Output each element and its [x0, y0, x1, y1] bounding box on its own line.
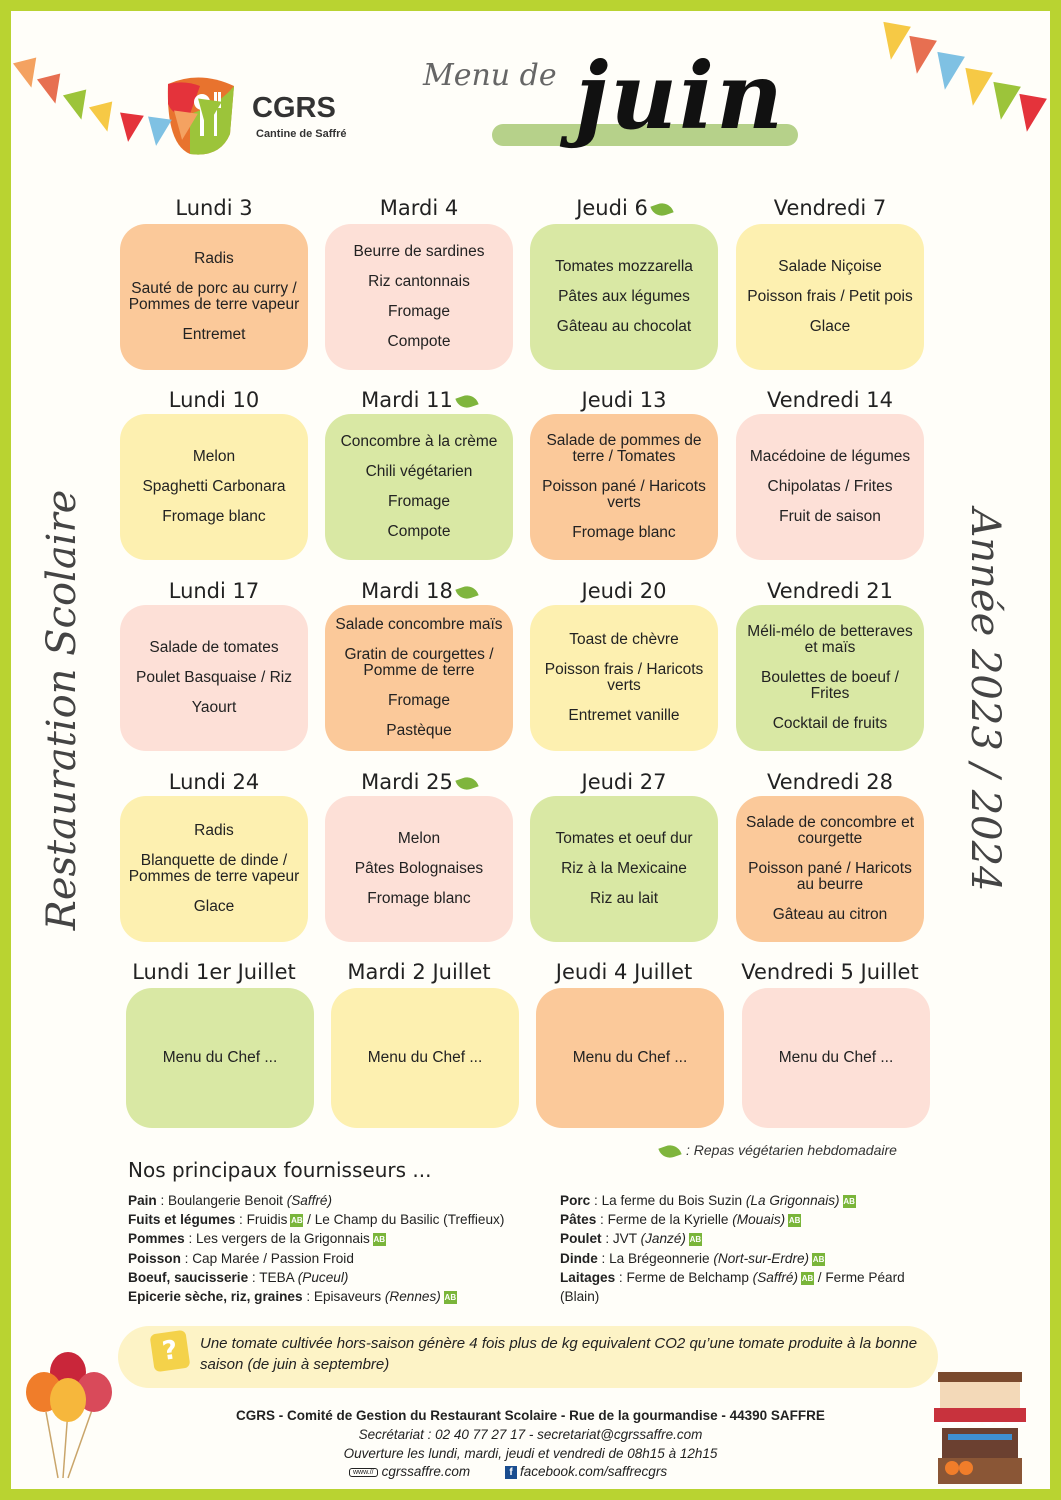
menu-card	[331, 988, 519, 1128]
day-title-text: Jeudi 13	[581, 388, 667, 412]
menu-item: Concombre à la crème	[340, 433, 498, 450]
website-text: cgrssaffre.com	[381, 1464, 471, 1479]
supplier-row	[128, 1229, 548, 1248]
menu-item: Riz cantonnais	[368, 273, 470, 290]
menu-item: Pâtes Bolognaises	[354, 860, 484, 877]
supplier-row	[128, 1268, 548, 1287]
day-title-text: Mardi 4	[379, 196, 459, 220]
day-title	[730, 388, 930, 412]
logo-name: CGRS	[252, 92, 336, 124]
legend-text: : Repas végétarien hebdomadaire	[686, 1142, 897, 1158]
supplier-category: Porc	[560, 1193, 591, 1208]
page-title: juin	[575, 42, 786, 150]
supplier-name: : TEBA	[248, 1269, 298, 1285]
day-title	[114, 388, 314, 412]
supplier-category: Poisson	[128, 1250, 181, 1266]
menu-card	[120, 605, 308, 751]
menu-item: Chipolatas / Frites	[767, 478, 893, 495]
day-title-text: Lundi 17	[168, 579, 260, 603]
menu-item: Blanquette de dinde / Pommes de terre vapeur	[128, 852, 300, 885]
menu-item: Méli-mélo de betteraves et maïs	[747, 623, 913, 656]
supplier-place: (Puceul)	[297, 1269, 349, 1285]
supplier-row	[560, 1249, 940, 1268]
suppliers-right-column	[560, 1191, 940, 1306]
supplier-place: (Mouais)	[732, 1212, 786, 1228]
menu-item: Fromage blanc	[367, 890, 471, 907]
organic-ab-icon: AB	[843, 1196, 855, 1206]
supplier-extra: / Le Champ du Basilic (Treffieux)	[303, 1212, 505, 1228]
website-link[interactable]	[349, 1464, 470, 1479]
supplier-category: Poulet	[560, 1231, 602, 1247]
footer-secretariat: Secrétariat : 02 40 77 27 17 - secretariat@cgrssaffre.com	[358, 1427, 703, 1442]
menu-item: Beurre de sardines	[353, 243, 485, 260]
supplier-category: Pâtes	[560, 1212, 597, 1228]
menu-card	[736, 605, 924, 751]
vegetarian-legend	[660, 1142, 897, 1158]
supplier-place: (Saffré)	[752, 1269, 798, 1285]
supplier-row	[560, 1229, 940, 1248]
menu-item: Poisson pané / Haricots verts	[542, 478, 706, 511]
day-title-text: Jeudi 27	[581, 770, 667, 794]
supplier-place: (Janzé)	[640, 1231, 686, 1247]
title-prefix: Menu de	[423, 58, 557, 93]
day-title-text: Vendredi 28	[767, 770, 893, 794]
menu-item: Entremet	[182, 326, 246, 343]
supplier-place: (Rennes)	[384, 1289, 441, 1305]
day-title	[114, 770, 314, 794]
day-title-text: Mardi 18	[361, 579, 453, 603]
day-title	[114, 579, 314, 603]
day-title	[730, 196, 930, 220]
menu-item: Salade Niçoise	[778, 258, 882, 275]
day-title	[114, 960, 314, 984]
menu-item: Cocktail de fruits	[772, 715, 888, 732]
organic-ab-icon: AB	[444, 1292, 457, 1302]
menu-item: Tomates mozzarella	[555, 258, 693, 275]
day-title-text: Vendredi 5 Juillet	[741, 960, 919, 984]
menu-item: Toast de chèvre	[569, 631, 679, 648]
menu-card	[530, 224, 718, 370]
menu-item: Radis	[194, 250, 234, 267]
supplier-row	[128, 1191, 548, 1210]
supplier-category: Pain	[128, 1193, 157, 1208]
menu-item: Chili végétarien	[365, 463, 473, 480]
menu-item: Boulettes de boeuf / Frites	[761, 669, 899, 702]
menu-item: Riz au lait	[589, 890, 659, 907]
day-title	[524, 770, 724, 794]
organic-ab-icon: AB	[788, 1216, 801, 1226]
question-icon: ?	[150, 1330, 191, 1373]
facebook-icon: f	[505, 1466, 517, 1479]
supplier-category: Fuits et légumes	[128, 1212, 236, 1228]
supplier-name: : Ferme de la Kyrielle	[596, 1212, 733, 1228]
day-title	[524, 960, 724, 984]
menu-item: Poisson frais / Petit pois	[747, 288, 913, 305]
menu-item: Poisson pané / Haricots au beurre	[748, 860, 912, 893]
leaf-icon	[455, 773, 478, 792]
bunting-flag	[194, 98, 222, 129]
organic-ab-icon: AB	[801, 1273, 814, 1283]
day-title-text: Mardi 11	[361, 388, 453, 412]
supplier-name: : Ferme de Belchamp	[615, 1269, 753, 1285]
leaf-icon	[455, 582, 478, 601]
leaf-icon	[650, 199, 673, 218]
leaf-icon	[455, 391, 478, 410]
menu-card	[736, 414, 924, 560]
organic-ab-icon: AB	[291, 1216, 303, 1226]
bunting-flag	[144, 116, 172, 147]
menu-item: Compote	[387, 333, 451, 350]
menu-item: Fromage blanc	[162, 508, 266, 525]
supplier-name: : JVT	[601, 1231, 641, 1247]
www-icon: www.//	[349, 1468, 378, 1477]
side-label-left: Restauration Scolaire	[39, 489, 85, 931]
logo-subtitle: Cantine de Saffré	[256, 128, 347, 140]
supplier-category: Epicerie sèche, riz, graines	[128, 1289, 303, 1305]
day-title-text: Mardi 2 Juillet	[347, 960, 491, 984]
leaf-icon	[658, 1142, 681, 1161]
suppliers-left-column	[128, 1191, 548, 1306]
day-title	[730, 770, 930, 794]
menu-item: Menu du Chef ...	[572, 1049, 688, 1066]
organic-ab-icon: AB	[689, 1235, 702, 1245]
supplier-place: (Nort-sur-Erdre)	[713, 1250, 810, 1266]
menu-item: Yaourt	[191, 699, 237, 716]
facebook-link[interactable]	[505, 1464, 667, 1479]
menu-card	[742, 988, 930, 1128]
menu-card	[120, 224, 308, 370]
menu-item: Salade de pommes de terre / Tomates	[546, 432, 702, 465]
supplier-place: (Saffré)	[286, 1193, 333, 1208]
menu-item: Tomates et oeuf dur	[555, 830, 693, 847]
menu-item: Glace	[809, 318, 851, 335]
day-title-text: Vendredi 21	[767, 579, 893, 603]
menu-item: Compote	[387, 523, 451, 540]
supplier-row	[560, 1268, 940, 1306]
menu-card	[536, 988, 724, 1128]
supplier-extra: / Ferme Péard (Blain)	[560, 1269, 905, 1305]
day-title-text: Lundi 10	[168, 388, 260, 412]
side-label-right: Année 2023 / 2024	[962, 508, 1008, 892]
day-title	[319, 196, 519, 220]
menu-card	[736, 796, 924, 942]
tip-text: Une tomate cultivée hors-saison génère 4 fois plus de kg equivalent CO2 qu’une tomate produite à la bonne saison (de juin à septembre)	[200, 1335, 918, 1373]
day-title	[524, 388, 724, 412]
menu-item: Pastèque	[386, 722, 452, 739]
supplier-row	[128, 1210, 548, 1229]
menu-item: Poisson frais / Haricots verts	[544, 661, 704, 694]
facebook-text: facebook.com/saffrecgrs	[520, 1464, 668, 1479]
menu-item: Menu du Chef ...	[778, 1049, 894, 1066]
menu-item: Radis	[194, 822, 234, 839]
menu-item: Glace	[193, 898, 235, 915]
day-title-text: Lundi 3	[175, 196, 253, 220]
menu-item: Gratin de courgettes / Pomme de terre	[344, 646, 494, 679]
day-title-text: Lundi 1er Juillet	[132, 960, 296, 984]
day-title	[730, 579, 930, 603]
menu-item: Riz à la Mexicaine	[561, 860, 687, 877]
menu-item: Pâtes aux légumes	[558, 288, 690, 305]
day-title-text: Lundi 24	[168, 770, 260, 794]
suppliers-title: Nos principaux fournisseurs ...	[128, 1158, 432, 1182]
menu-item: Fromage	[387, 303, 451, 320]
footer-address: CGRS - Comité de Gestion du Restaurant Scolaire - Rue de la gourmandise - 44390 SAFFRE	[236, 1408, 825, 1423]
supplier-category: Laitages	[560, 1269, 616, 1285]
menu-card	[120, 414, 308, 560]
day-title	[114, 196, 314, 220]
day-title-text: Vendredi 14	[767, 388, 893, 412]
menu-card	[530, 414, 718, 560]
day-title	[524, 579, 724, 603]
menu-item: Gâteau au citron	[772, 906, 888, 923]
supplier-row	[128, 1249, 548, 1268]
menu-item: Fruit de saison	[779, 508, 881, 525]
menu-item: Entremet vanille	[568, 707, 680, 724]
day-title	[319, 770, 519, 794]
menu-item: Fromage blanc	[572, 524, 676, 541]
menu-item: Salade de tomates	[149, 639, 279, 656]
supplier-name: : Les vergers de la Grigonnais	[184, 1231, 370, 1247]
menu-card	[325, 224, 513, 370]
supplier-name: : La Brégeonnerie	[597, 1250, 714, 1266]
supplier-name: : La ferme du Bois Suzin	[590, 1193, 746, 1208]
menu-item: Menu du Chef ...	[367, 1049, 483, 1066]
menu-item: Menu du Chef ...	[162, 1049, 278, 1066]
menu-item: Fromage	[387, 493, 451, 510]
day-title-text: Jeudi 6	[576, 196, 648, 220]
footer-hours: Ouverture les lundi, mardi, jeudi et vendredi de 08h15 à 12h15	[343, 1446, 718, 1461]
menu-item: Spaghetti Carbonara	[142, 478, 286, 495]
day-title-text: Jeudi 4 Juillet	[555, 960, 693, 984]
menu-item: Macédoine de légumes	[749, 448, 911, 465]
menu-item: Gâteau au chocolat	[556, 318, 692, 335]
menu-card	[736, 224, 924, 370]
menu-card	[120, 796, 308, 942]
supplier-category: Boeuf, saucisserie	[128, 1269, 249, 1285]
organic-ab-icon: AB	[373, 1235, 386, 1245]
menu-card	[530, 796, 718, 942]
menu-item: Sauté de porc au curry / Pommes de terre vapeur	[128, 280, 300, 313]
menu-item: Fromage	[387, 692, 451, 709]
organic-ab-icon: AB	[812, 1254, 825, 1264]
supplier-category: Pommes	[128, 1231, 185, 1247]
supplier-name: : Episaveurs	[302, 1289, 385, 1305]
menu-item: Melon	[192, 448, 236, 465]
supplier-row	[560, 1210, 940, 1229]
supplier-place: (La Grigonnais)	[745, 1193, 840, 1208]
supplier-name: : Fruidis	[235, 1212, 288, 1228]
day-title	[319, 960, 519, 984]
supplier-row	[128, 1287, 548, 1306]
day-title-text: Mardi 25	[361, 770, 453, 794]
supplier-row	[560, 1191, 940, 1210]
day-title	[319, 579, 519, 603]
menu-item: Melon	[397, 830, 441, 847]
day-title	[730, 960, 930, 984]
day-title-text: Vendredi 7	[773, 196, 887, 220]
day-title-text: Jeudi 20	[581, 579, 667, 603]
day-title	[524, 196, 724, 220]
menu-card	[325, 796, 513, 942]
day-title	[319, 388, 519, 412]
menu-item: Salade concombre maïs	[335, 616, 503, 633]
menu-card	[325, 414, 513, 560]
menu-item: Poulet Basquaise / Riz	[136, 669, 292, 686]
menu-item: Salade de concombre et courgette	[745, 814, 915, 847]
menu-card	[126, 988, 314, 1128]
supplier-category: Dinde	[560, 1250, 598, 1266]
supplier-name: : Cap Marée / Passion Froid	[180, 1250, 354, 1266]
bunting-flag	[116, 112, 144, 143]
menu-card	[325, 605, 513, 751]
menu-card	[530, 605, 718, 751]
supplier-name: : Boulangerie Benoit	[156, 1193, 287, 1208]
